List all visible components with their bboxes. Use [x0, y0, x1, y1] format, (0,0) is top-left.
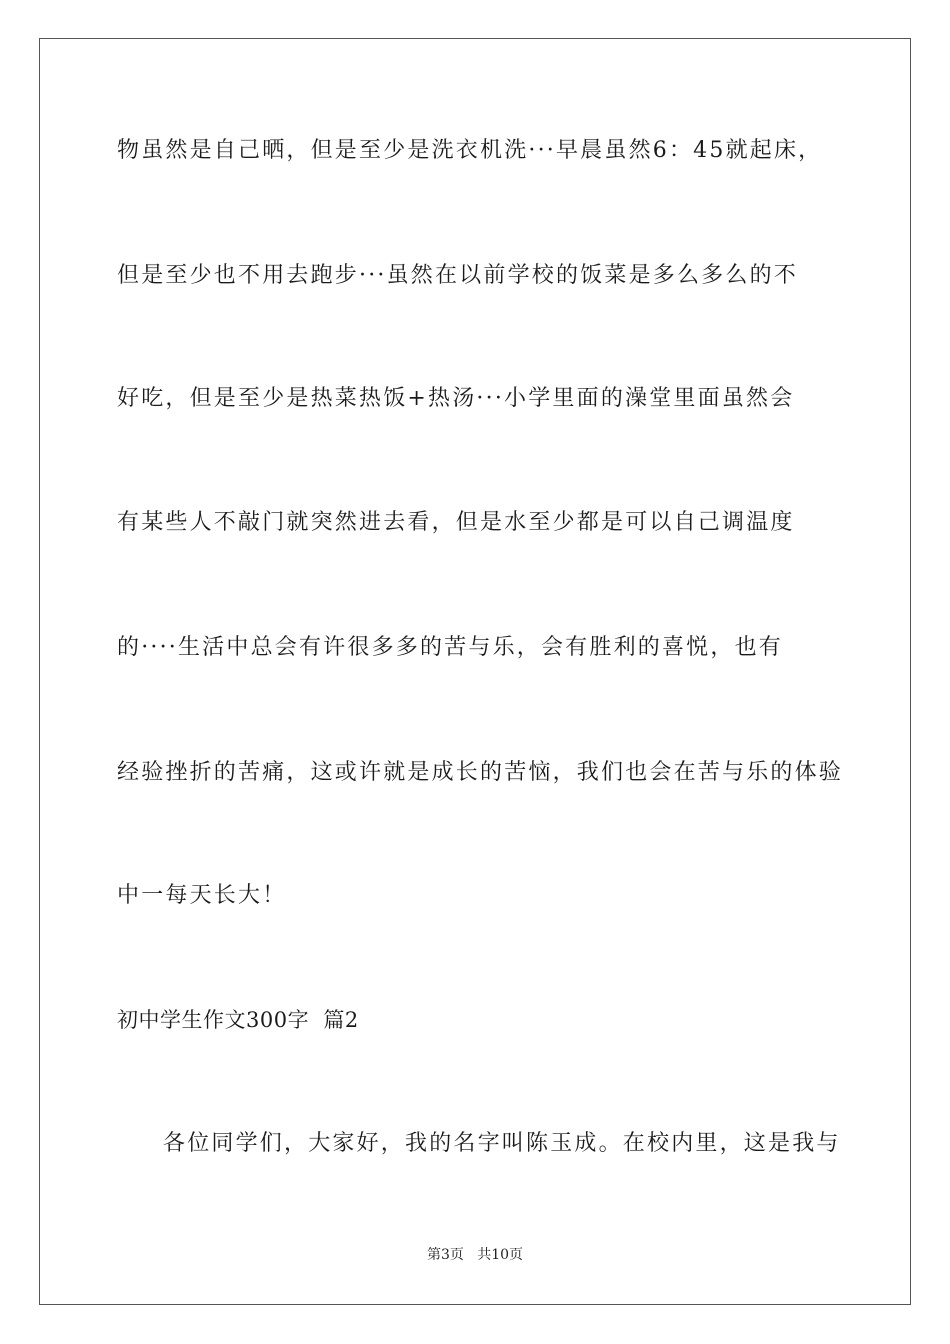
text-line-1: 物虽然是自己晒，但是至少是洗衣机洗···早晨虽然6：45就起床，	[117, 138, 823, 163]
page-border	[39, 38, 911, 1305]
text-line-7: 中一每天长大！	[117, 883, 287, 908]
page-number-footer: 第3页 共10页	[426, 1247, 524, 1263]
text-line-3: 好吃，但是至少是热菜热饭+热汤···小学里面的澡堂里面虽然会	[117, 386, 795, 411]
text-line-4: 有某些人不敲门就突然进去看，但是水至少都是可以自己调温度	[117, 510, 795, 535]
text-line-5: 的····生活中总会有许很多多的苦与乐，会有胜利的喜悦，也有	[117, 635, 783, 660]
text-line-2: 但是至少也不用去跑步···虽然在以前学校的饭菜是多么多么的不	[117, 263, 798, 288]
section-heading: 初中学生作文300字 篇2	[117, 1008, 359, 1032]
text-line-6: 经验挫折的苦痛，这或许就是成长的苦恼，我们也会在苦与乐的体验	[117, 760, 844, 785]
paragraph-first-line: 各位同学们，大家好，我的名字叫陈玉成。在校内里，这是我与	[163, 1131, 841, 1156]
